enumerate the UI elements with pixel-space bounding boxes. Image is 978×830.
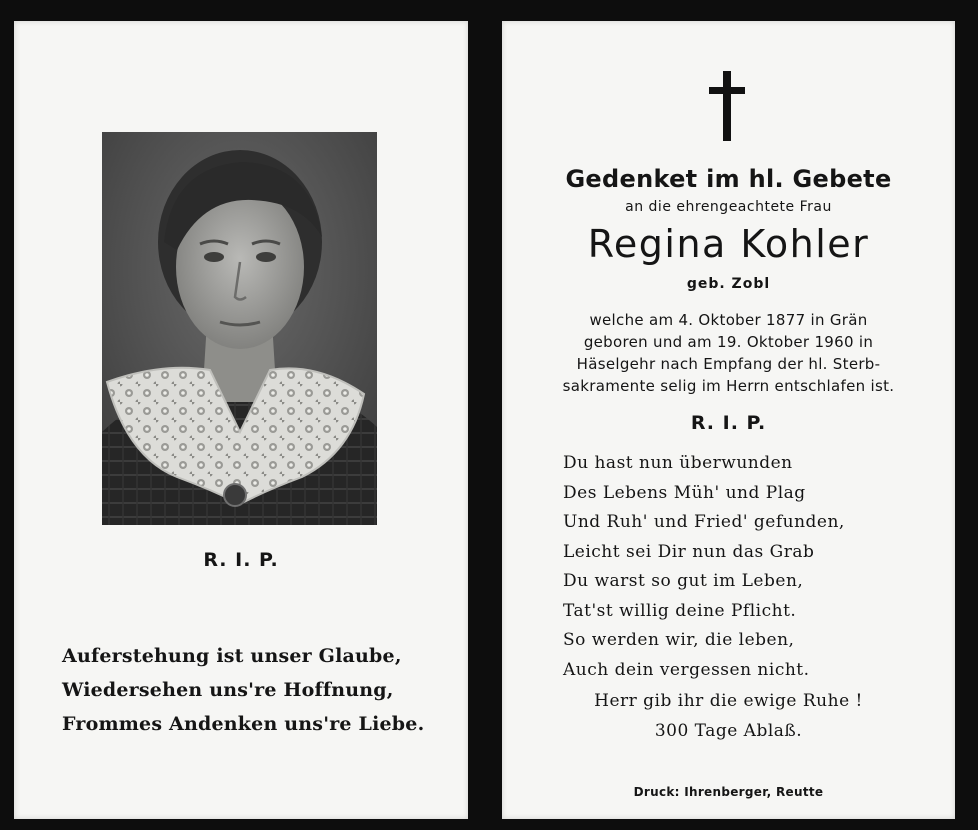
motto-line: Frommes Andenken uns're Liebe. bbox=[62, 713, 425, 735]
birth-name: geb. Zobl bbox=[686, 276, 771, 292]
indulgence-line: 300 Tage Ablaß. bbox=[654, 721, 803, 741]
poem-line: Auch dein vergessen nicht. bbox=[563, 659, 810, 680]
printer-credit: Druck: Ihrenberger, Reutte bbox=[633, 785, 824, 799]
poem-line: Und Ruh' und Fried' gefunden, bbox=[563, 512, 845, 532]
rip-right: R. I. P. bbox=[690, 412, 767, 434]
bio-line: welche am 4. Oktober 1877 in Grän bbox=[589, 311, 868, 329]
rip-left: R. I. P. bbox=[203, 549, 279, 571]
poem-line: Tat'st willig deine Pflicht. bbox=[563, 600, 797, 621]
motto-line: Wiedersehen uns're Hoffnung, bbox=[62, 679, 394, 701]
bio-line: Häselgehr nach Empfang der hl. Sterb- bbox=[576, 355, 881, 373]
poem-line: Du warst so gut im Leben, bbox=[563, 571, 804, 591]
poem-line: Du hast nun überwunden bbox=[563, 453, 793, 473]
deceased-name: Regina Kohler bbox=[587, 222, 870, 266]
bio-line: geboren und am 19. Oktober 1960 in bbox=[583, 333, 874, 351]
prayer-line: Herr gib ihr die ewige Ruhe ! bbox=[594, 691, 863, 711]
biography bbox=[502, 309, 955, 397]
bio-line: sakramente selig im Herrn entschlafen ist. bbox=[562, 377, 895, 395]
right-card bbox=[502, 21, 955, 819]
poem-line: Des Lebens Müh' und Plag bbox=[563, 482, 806, 503]
motto bbox=[62, 639, 462, 741]
poem-line: Leicht sei Dir nun das Grab bbox=[563, 541, 815, 562]
left-card bbox=[14, 21, 468, 819]
motto-line: Auferstehung ist unser Glaube, bbox=[62, 645, 402, 667]
portrait-illustration bbox=[102, 132, 377, 525]
cross-icon bbox=[709, 71, 745, 141]
poem-line: So werden wir, die leben, bbox=[563, 630, 795, 650]
memorial-heading: Gedenket im hl. Gebete bbox=[565, 165, 892, 193]
intro-text: an die ehrengeachtete Frau bbox=[625, 199, 832, 215]
poem bbox=[563, 449, 845, 685]
portrait-photo bbox=[102, 132, 377, 525]
